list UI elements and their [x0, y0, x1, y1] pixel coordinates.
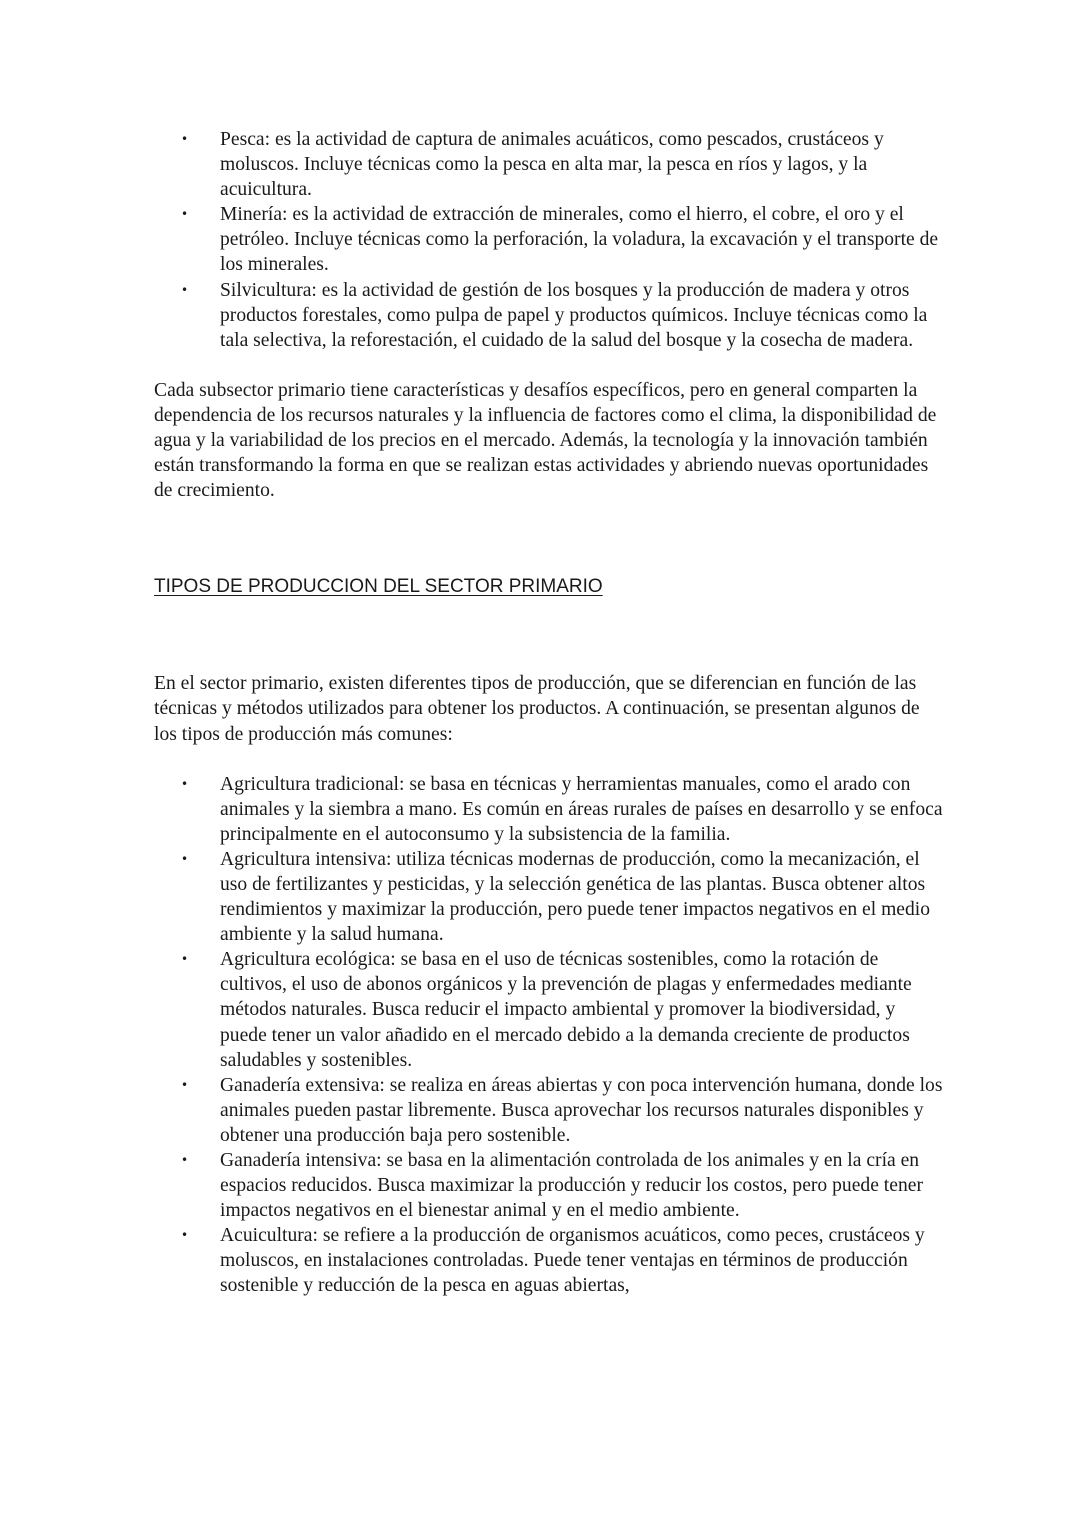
list-item: [154, 1073, 944, 1148]
bullet-icon: •: [181, 851, 189, 866]
list-item: [154, 278, 944, 353]
list-item: [154, 127, 944, 202]
intro-paragraph: En el sector primario, existen diferentes tipos de producción, que se diferencian en función de las técnicas y métodos utilizados para obtener los productos. A continuación, se presentan algunos de los tipos de producción más comunes:: [154, 673, 920, 745]
document-page: [154, 127, 944, 1299]
list-item-text: Minería: es la actividad de extracción de minerales, como el hierro, el cobre, el oro y el petróleo. Incluye técnicas como la perforación, la voladura, la excavación y el transporte de los minerales.: [220, 204, 939, 276]
bullet-icon: •: [181, 132, 189, 146]
bullet-icon: •: [181, 776, 189, 791]
list-item: [154, 202, 944, 277]
list-item-text: Acuicultura: se refiere a la producción de organismos acuáticos, como peces, crustáceos y moluscos, en instalaciones controladas. Puede tener ventajas en términos de producción sostenible y reducción de la pesca en aguas abiertas,: [220, 1225, 925, 1297]
bullet-icon: •: [181, 282, 189, 297]
bullet-icon: •: [181, 1077, 189, 1092]
list-item: [154, 947, 944, 1072]
list-item-text: Ganadería extensiva: se realiza en áreas abiertas y con poca intervención humana, donde los animales pueden pastar libremente. Busca aprovechar los recursos naturales disponibles y obtener una producción baja pero sostenible.: [220, 1074, 943, 1146]
list-item-text: Agricultura tradicional: se basa en técnicas y herramientas manuales, como el arado con animales y la siembra a mano. Es común en áreas rurales de países en desarrollo y se enfoca principalmente en el autoconsumo y la subsistencia de la familia.: [220, 773, 943, 845]
list-item-text: Pesca: es la actividad de captura de animales acuáticos, como pescados, crustáceos y moluscos. Incluye técnicas como la pesca en alta mar, la pesca en ríos y lagos, y la acuicultura.: [220, 129, 884, 201]
list-item-text: Agricultura intensiva: utiliza técnicas modernas de producción, como la mecanización, el uso de fertilizantes y pesticidas, y la selección genética de las plantas. Busca obtener altos rendimientos y maximizar la producción, pero puede tener impactos negativos en el medio ambiente y la salud humana.: [220, 848, 931, 946]
bullet-icon: •: [181, 207, 189, 222]
list-item: [154, 772, 944, 847]
bullet-icon: •: [181, 1228, 189, 1243]
section-heading: TIPOS DE PRODUCCION DEL SECTOR PRIMARIO: [154, 576, 603, 598]
list-item: [154, 847, 944, 947]
list-item-text: Ganadería intensiva: se basa en la alimentación controlada de los animales y en la cría en espacios reducidos. Busca maximizar la producción y reducir los costos, pero puede tener impactos negativos en el bienestar animal y en el medio ambiente.: [220, 1150, 923, 1222]
list-item-text: Silvicultura: es la actividad de gestión de los bosques y la producción de madera y otros productos forestales, como pulpa de papel y productos químicos. Incluye técnicas como la tala selectiva, la reforestación, el cuidado de la salud del bosque y la cosecha de madera.: [220, 279, 928, 351]
list-item-text: Agricultura ecológica: se basa en el uso de técnicas sostenibles, como la rotación de cultivos, el uso de abonos orgánicos y la prevención de plagas y enfermedades mediante métodos naturales. Busca reducir el impacto ambiental y promover la biodiversidad, y puede tener un valor añadido en el mercado debido a la demanda creciente de productos saludables y sostenibles.: [220, 949, 912, 1071]
list-item: [154, 1148, 944, 1223]
subsector-list: [154, 127, 944, 353]
summary-paragraph: Cada subsector primario tiene características y desafíos específicos, pero en general comparten la dependencia de los recursos naturales y la influencia de factores como el clima, la disponibilidad de agua y la variabilidad de los precios en el mercado. Además, la tecnología y la innovación también están transformando la forma en que se realizan estas actividades y abriendo nuevas oportunidades de crecimiento.: [154, 379, 937, 502]
bullet-icon: •: [181, 952, 189, 967]
bullet-icon: •: [181, 1153, 189, 1167]
production-types-list: [154, 772, 944, 1299]
list-item: [154, 1223, 944, 1298]
